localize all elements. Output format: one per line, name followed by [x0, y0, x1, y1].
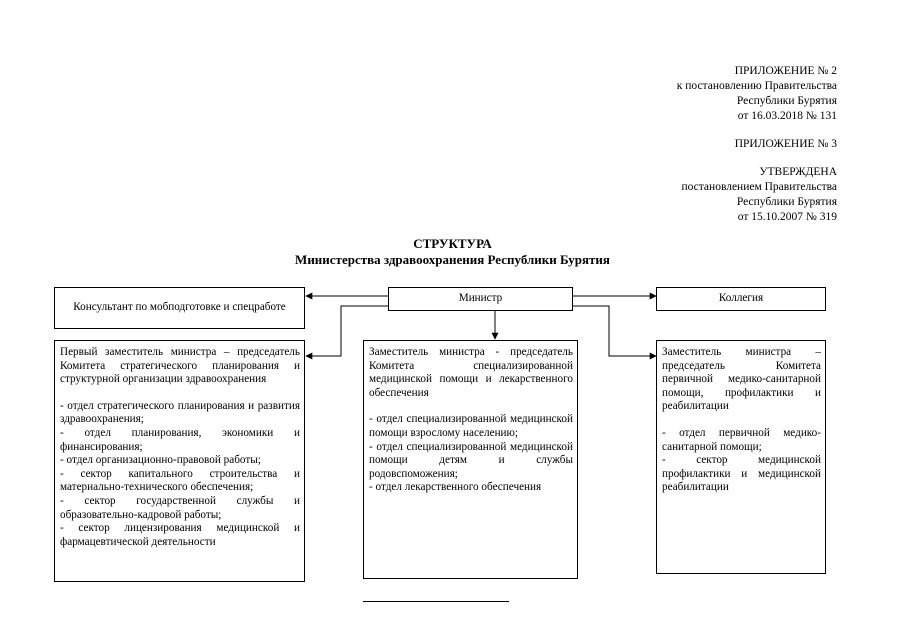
first-deputy-box: [54, 340, 305, 582]
first-deputy-item: - сектор лицензирования медицинской и фармацевтической деятельности: [60, 522, 300, 548]
approved-title: УТВЕРЖДЕНА: [759, 166, 837, 178]
minister-label: Министр: [458, 292, 503, 305]
appendix-2-line-1: к постановлению Правительства: [676, 80, 837, 92]
deputy-specialized-item: - отдел лекарственного обеспечения: [369, 481, 542, 494]
appendix-3-title: ПРИЛОЖЕНИЕ № 3: [734, 138, 837, 150]
deputy-primary-item: - отдел первичной медико-санитарной помощи;: [662, 426, 821, 453]
deputy-primary-item: - сектор медицинской профилактики и медицинской реабилитации: [662, 454, 821, 494]
appendix-2-title: ПРИЛОЖЕНИЕ № 2: [734, 65, 837, 77]
first-deputy-item: - отдел организационно-правовой работы;: [60, 454, 261, 467]
approved-line-3: от 15.10.2007 № 319: [737, 211, 837, 223]
first-deputy-item: - сектор капитального строительства и материально-технического обеспечения;: [60, 467, 300, 494]
deputy-specialized-box: [363, 340, 578, 579]
approved-line-2: Республики Бурятия: [736, 196, 837, 208]
consultant-box: [54, 287, 305, 329]
approved-line-1: постановлением Правительства: [681, 181, 837, 193]
collegium-label: Коллегия: [718, 292, 764, 305]
connector-minister-deputy-primary: [573, 306, 656, 356]
deputy-primary-box: [656, 340, 826, 574]
minister-box: [388, 287, 573, 311]
appendix-2-line-2: Республики Бурятия: [736, 95, 837, 107]
deputy-specialized-item: - отдел специализированной медицинской помощи детям и службы родовспоможения;: [369, 440, 573, 480]
footer-rule: [363, 601, 509, 602]
deputy-specialized-item: - отдел специализированной медицинской помощи взрослому населению;: [369, 413, 573, 439]
first-deputy-item: - отдел планирования, экономики и финансирования;: [60, 426, 300, 453]
document-subtitle: Министерства здравоохранения Республики Бурятия: [295, 252, 610, 267]
collegium-box: [656, 287, 826, 311]
deputy-specialized-title: Заместитель министра - председатель Комитета специализированной медицинской помощи и лекарственного обеспечения: [369, 346, 573, 399]
document-title: СТРУКТУРА: [413, 236, 492, 251]
first-deputy-title: Первый заместитель министра – председатель Комитета стратегического планирования и структурной организации здравоохранения: [60, 346, 300, 386]
first-deputy-item: - отдел стратегического планирования и развития здравоохранения;: [60, 399, 300, 426]
appendix-2-line-3: от 16.03.2018 № 131: [737, 110, 837, 122]
consultant-label: Консультант по мобподготовке и спецработе: [73, 301, 286, 314]
first-deputy-item: - сектор государственной службы и образовательно-кадровой работы;: [60, 494, 300, 521]
deputy-primary-title: Заместитель министра – председатель Комитета первичной медико-санитарной помощи, профилактики и реабилитации: [662, 346, 821, 413]
